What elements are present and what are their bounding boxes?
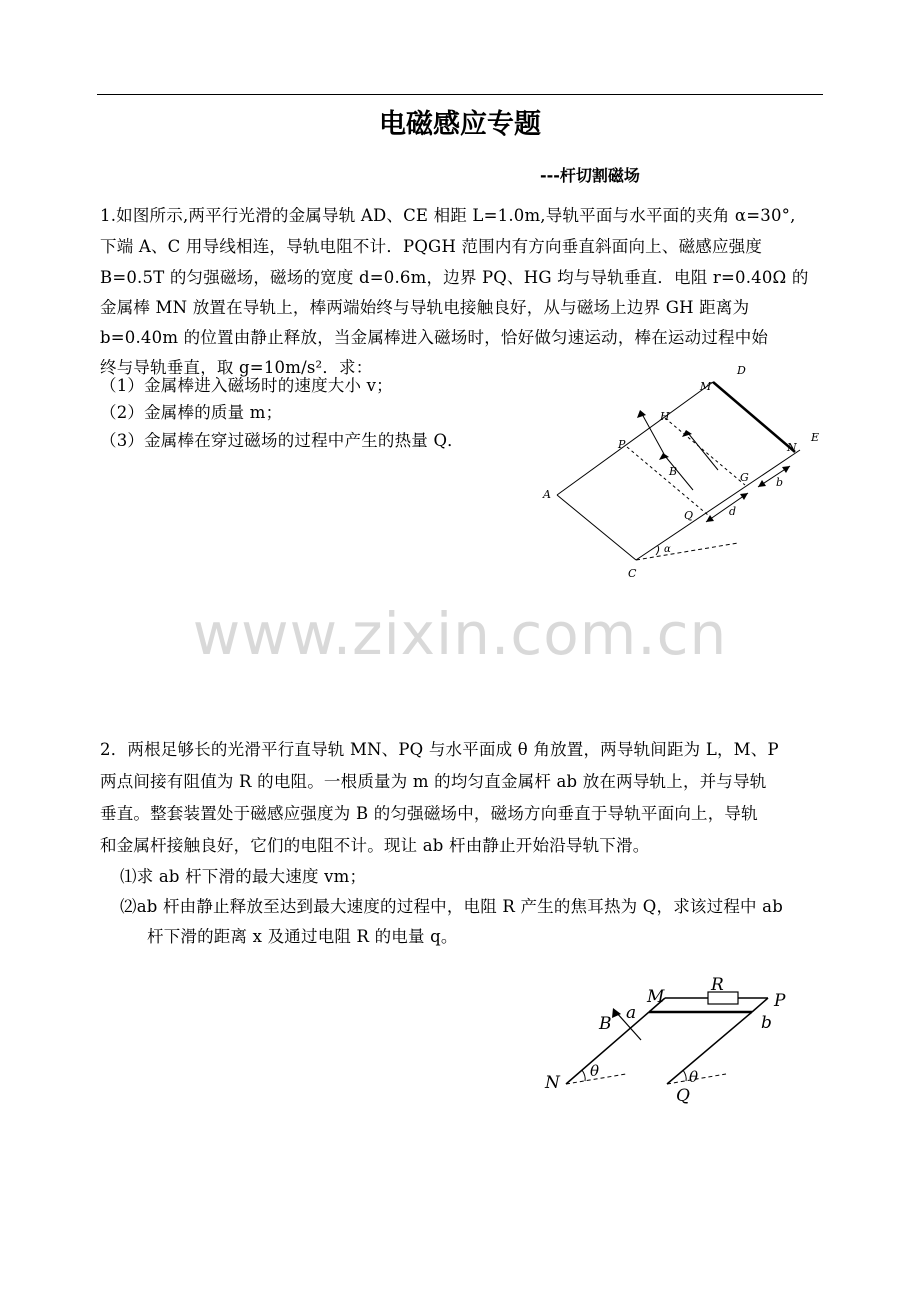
fig1-label-d: D (737, 364, 746, 377)
fig1-label-q: Q (684, 509, 694, 522)
fig1-label-n: N (787, 441, 797, 454)
rod-mn (713, 382, 795, 452)
fig1-label-e: E (811, 431, 820, 444)
fig2-label-b: B (599, 1014, 612, 1034)
fig1-label-h: H (660, 410, 670, 423)
fig2-label-b-end: b (761, 1013, 772, 1033)
problem2-line: 垂直。整套装置处于磁感应强度为 B 的匀强磁场中，磁场方向垂直于导轨平面向上，导轨 (100, 804, 758, 823)
fig2-label-n: N (545, 1073, 560, 1093)
angle-arc (656, 546, 659, 555)
problem2-line: 2．两根足够长的光滑平行直导轨 MN、PQ 与水平面成 θ 角放置，两导轨间距为 L，M、P (100, 740, 779, 759)
rail-ce (636, 450, 800, 560)
page-title: 电磁感应专题 (379, 109, 541, 140)
problem1-line: 1.如图所示,两平行光滑的金属导轨 AD、CE 相距 L=1.0m,导轨平面与水平面的夹角 α=30°, (100, 206, 796, 225)
arrow-head (706, 515, 714, 522)
dim-d (706, 493, 748, 522)
problem2-figure (540, 965, 800, 1110)
arrow-head (637, 410, 646, 418)
header-rule (97, 94, 823, 95)
problem2-question: 杆下滑的距离 x 及通过电阻 R 的电量 q。 (147, 927, 458, 946)
problem2-line: 和金属杆接触良好，它们的电阻不计。现让 ab 杆由静止开始沿导轨下滑。 (100, 836, 650, 855)
arrow-head (758, 480, 766, 487)
fig2-label-theta2: θ (689, 1068, 699, 1086)
rail-pq (667, 1012, 752, 1084)
arrow-head (740, 493, 748, 500)
fig2-label-theta1: θ (590, 1062, 600, 1080)
fig1-label-b-field: B (669, 465, 678, 478)
fig1-label-c: C (628, 567, 637, 580)
problem1-line: 金属棒 MN 放置在导轨上，棒两端始终与导轨电接触良好，从与磁场上边界 GH 距离为 (100, 298, 750, 317)
problem2-line: 两点间接有阻值为 R 的电阻。一根质量为 m 的均匀直金属杆 ab 放在两导轨上，并与导轨 (100, 772, 767, 791)
problem2-question: ⑵ab 杆由静止释放至达到最大速度的过程中，电阻 R 产生的焦耳热为 Q，求该过程中 ab (120, 897, 783, 916)
fig1-label-b: b (776, 476, 784, 489)
fig1-label-d-dim: d (729, 505, 737, 518)
fig1-label-p: P (618, 438, 626, 451)
angle-arc (683, 1070, 686, 1081)
fig1-label-a: A (543, 488, 551, 501)
fig2-label-m: M (647, 987, 665, 1007)
fig2-label-p: P (774, 991, 786, 1011)
watermark: www.zixin.com.cn (192, 600, 728, 668)
problem1-figure (530, 360, 830, 590)
fig1-label-alpha: α (664, 544, 671, 555)
page-subtitle: ---杆切割磁场 (540, 166, 640, 185)
problem1-line: 下端 A、C 用导线相连，导轨电阻不计．PQGH 范围内有方向垂直斜面向上、磁感应强度 (100, 237, 763, 256)
problem1-question: （1）金属棒进入磁场时的速度大小 v； (100, 376, 393, 395)
problem1-line: b=0.40m 的位置由静止释放，当金属棒进入磁场时，恰好做匀速运动，棒在运动过程中始 (100, 328, 769, 347)
problem1-question: （3）金属棒在穿过磁场的过程中产生的热量 Q． (100, 431, 464, 450)
problem1-question: （2）金属棒的质量 m； (100, 403, 283, 422)
horizontal-ref (636, 543, 738, 560)
fig2-label-r: R (711, 975, 724, 995)
problem1-line: 终与导轨垂直，取 g=10m/s²．求： (100, 358, 373, 377)
problem2-question: ⑴求 ab 杆下滑的最大速度 vm； (120, 867, 367, 886)
fig2-label-a: a (626, 1003, 637, 1023)
wire-p (752, 998, 768, 1012)
field-arrow (688, 433, 718, 470)
fig1-label-g: G (740, 471, 749, 484)
fig2-label-q: Q (676, 1086, 690, 1106)
wire-ac (557, 495, 636, 560)
angle-arc (582, 1070, 585, 1081)
fig1-label-m: M (700, 380, 712, 393)
arrow-head (782, 466, 790, 473)
problem1-line: B=0.5T 的匀强磁场，磁场的宽度 d=0.6m，边界 PQ、HG 均与导轨垂直．电阻 r=0.40Ω 的 (100, 268, 809, 287)
